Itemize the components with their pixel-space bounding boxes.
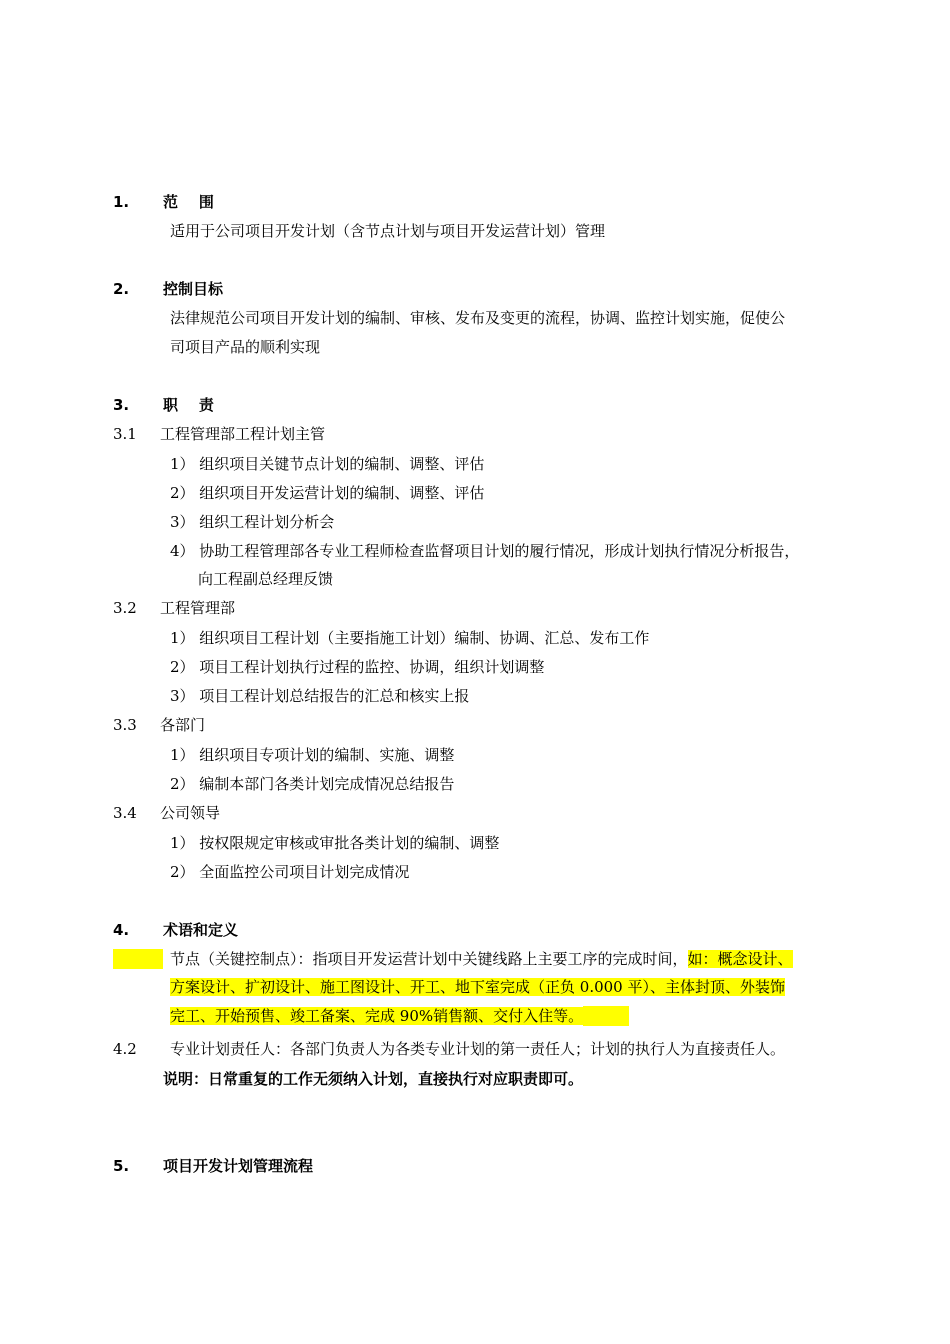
definition-2-number: 4.2: [113, 1040, 137, 1058]
section-4-title: 术语和定义: [163, 921, 239, 939]
definition-1-highlight-1: 如：概念设计、: [687, 950, 793, 968]
list-item: 2） 项目工程计划执行过程的监控、协调，组织计划调整: [170, 658, 545, 676]
list-item: 2） 全面监控公司项目计划完成情况: [170, 863, 410, 881]
section-2-body-line-2: 司项目产品的顺利实现: [170, 338, 321, 356]
list-item-continuation: 向工程副总经理反馈: [198, 570, 334, 588]
subsection-3-4-title: 公司领导: [160, 804, 221, 822]
section-1-title: 范 围: [163, 193, 214, 211]
subsection-3-1-title: 工程管理部工程计划主管: [160, 425, 326, 443]
section-5-number: 5.: [113, 1157, 130, 1175]
subsection-3-2-title: 工程管理部: [160, 599, 236, 617]
section-2-number: 2.: [113, 280, 130, 298]
definition-1-line-3: [170, 1006, 629, 1026]
list-item: 3） 项目工程计划总结报告的汇总和核实上报: [170, 687, 470, 705]
highlight-marker: [583, 1006, 629, 1026]
definition-1-highlight-3: 完工、开始预售、竣工备案、完成 90%销售额、交付入住等。: [170, 1007, 584, 1025]
subsection-3-3-number: 3.3: [113, 716, 137, 734]
subsection-3-4-number: 3.4: [113, 804, 137, 822]
section-2-body-line-1: 法律规范公司项目开发计划的编制、审核、发布及变更的流程，协调、监控计划实施，促使公: [170, 309, 786, 327]
list-item: 3） 组织工程计划分析会: [170, 513, 335, 531]
section-4-number: 4.: [113, 921, 130, 939]
list-item: 2） 组织项目开发运营计划的编制、调整、评估: [170, 484, 485, 502]
definition-1-lead: 节点（关键控制点）：指项目开发运营计划中关键线路上主要工序的完成时间，: [170, 950, 688, 968]
definition-1-line-1: [113, 949, 793, 969]
definition-2-text: 专业计划责任人：各部门负责人为各类专业计划的第一责任人；计划的执行人为直接责任人。: [170, 1040, 786, 1058]
list-item: 1） 组织项目关键节点计划的编制、调整、评估: [170, 455, 485, 473]
highlight-marker: [113, 949, 163, 969]
definition-1-line-2: [170, 977, 785, 997]
section-1-body: 适用于公司项目开发计划（含节点计划与项目开发运营计划）管理: [170, 222, 606, 240]
subsection-3-1-number: 3.1: [113, 425, 137, 443]
section-3-title: 职 责: [163, 396, 214, 414]
list-item: 1） 组织项目工程计划（主要指施工计划）编制、协调、汇总、发布工作: [170, 629, 650, 647]
list-item: 1） 按权限规定审核或审批各类计划的编制、调整: [170, 834, 500, 852]
list-item: 4） 协助工程管理部各专业工程师检查监督项目计划的履行情况，形成计划执行情况分析报告，: [170, 542, 800, 560]
section-5-title: 项目开发计划管理流程: [163, 1157, 314, 1175]
section-2-title: 控制目标: [163, 280, 224, 298]
subsection-3-3-title: 各部门: [160, 716, 206, 734]
note-text: 说明：日常重复的工作无须纳入计划，直接执行对应职责即可。: [163, 1070, 584, 1088]
list-item: 1） 组织项目专项计划的编制、实施、调整: [170, 746, 455, 764]
definition-1-highlight-2: 方案设计、扩初设计、施工图设计、开工、地下室完成（正负 0.000 平）、主体封顶、外装饰: [170, 978, 785, 996]
section-1-number: 1.: [113, 193, 130, 211]
section-3-number: 3.: [113, 396, 130, 414]
list-item: 2） 编制本部门各类计划完成情况总结报告: [170, 775, 455, 793]
subsection-3-2-number: 3.2: [113, 599, 137, 617]
